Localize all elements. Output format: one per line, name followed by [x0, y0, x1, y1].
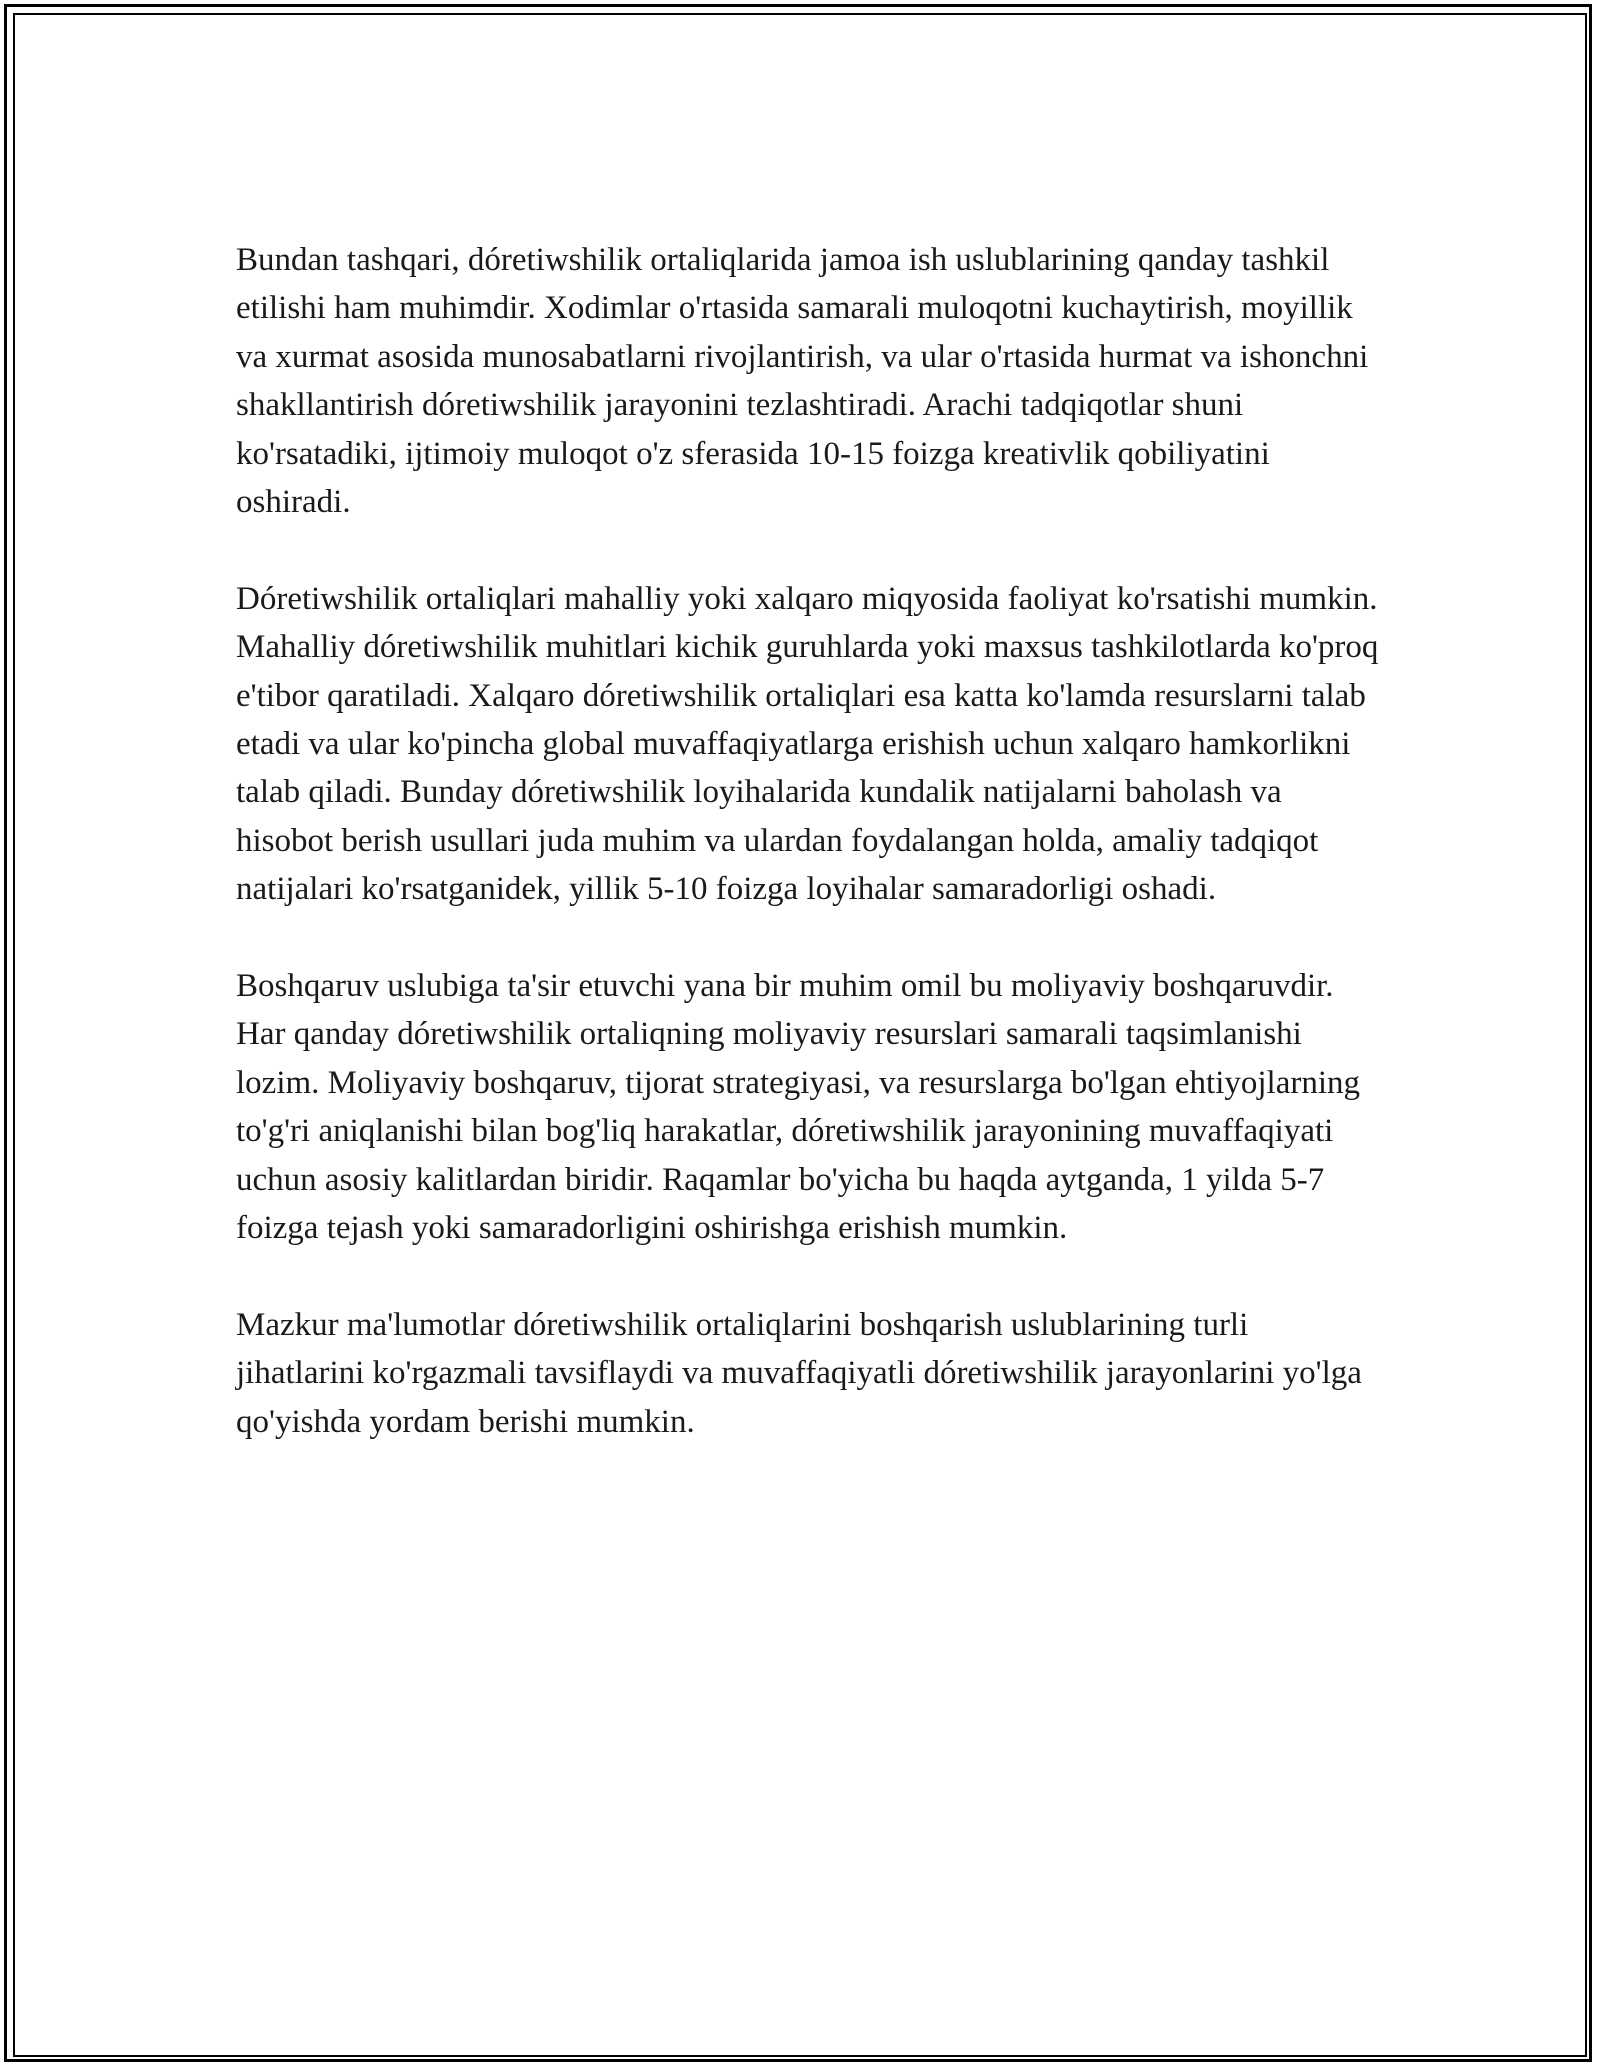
paragraph: Boshqaruv uslubiga ta'sir etuvchi yana bir muhim omil bu moliyaviy boshqaruvdir. Har qanday dóretiwshilik ortaliqning moliyaviy resurslari samarali taqsimlanishi lozim. Moliyaviy boshqaruv, tijorat strategiyasi, va resurslarga bo'lgan ehtiyojlarning to'g'ri aniqlanishi bilan bog'liq harakatlar, dóretiwshilik jarayonining muvaffaqiyati uchun asosiy kalitlardan biridir. Raqamlar bo'yicha bu haqda aytganda, 1 yilda 5-7 foizga tejash yoki samaradorligini oshirishga erishish mumkin. [236, 968, 1361, 1247]
document-body [236, 236, 1380, 1446]
paragraph: Bundan tashqari, dóretiwshilik ortaliqlarida jamoa ish uslublarining qanday tashkil etilishi ham muhimdir. Xodimlar o'rtasida samarali muloqotni kuchaytirish, moyillik va xurmat asosida munosabatlarni rivojlantirish, va ular o'rtasida hurmat va ishonchni shakllantirish dóretiwshilik jarayonini tezlashtiradi. Arachi tadqiqotlar shuni ko'rsatadiki, ijtimoiy muloqot o'z sferasida 10-15 foizga kreativlik qobiliyatini oshiradi. [236, 242, 1369, 521]
paragraph: Mazkur ma'lumotlar dóretiwshilik ortaliqlarini boshqarish uslublarining turli jihatlarini ko'rgazmali tavsiflaydi va muvaffaqiyatli dóretiwshilik jarayonlarini yo'lga qo'yishda yordam berishi mumkin. [236, 1306, 1362, 1440]
paragraph: Dóretiwshilik ortaliqlari mahalliy yoki xalqaro miqyosida faoliyat ko'rsatishi mumkin. Mahalliy dóretiwshilik muhitlari kichik guruhlarda yoki maxsus tashkilotlarda ko'proq e'tibor qaratiladi. Xalqaro dóretiwshilik ortaliqlari esa katta ko'lamda resurslarni talab etadi va ular ko'pincha global muvaffaqiyatlarga erishish uchun xalqaro hamkorlikni talab qiladi. Bunday dóretiwshilik loyihalarida kundalik natijalarni baholash va hisobot berish usullari juda muhim va ulardan foydalangan holda, amaliy tadqiqot natijalari ko'rsatganidek, yillik 5-10 foizga loyihalar samaradorligi oshadi. [236, 580, 1379, 908]
